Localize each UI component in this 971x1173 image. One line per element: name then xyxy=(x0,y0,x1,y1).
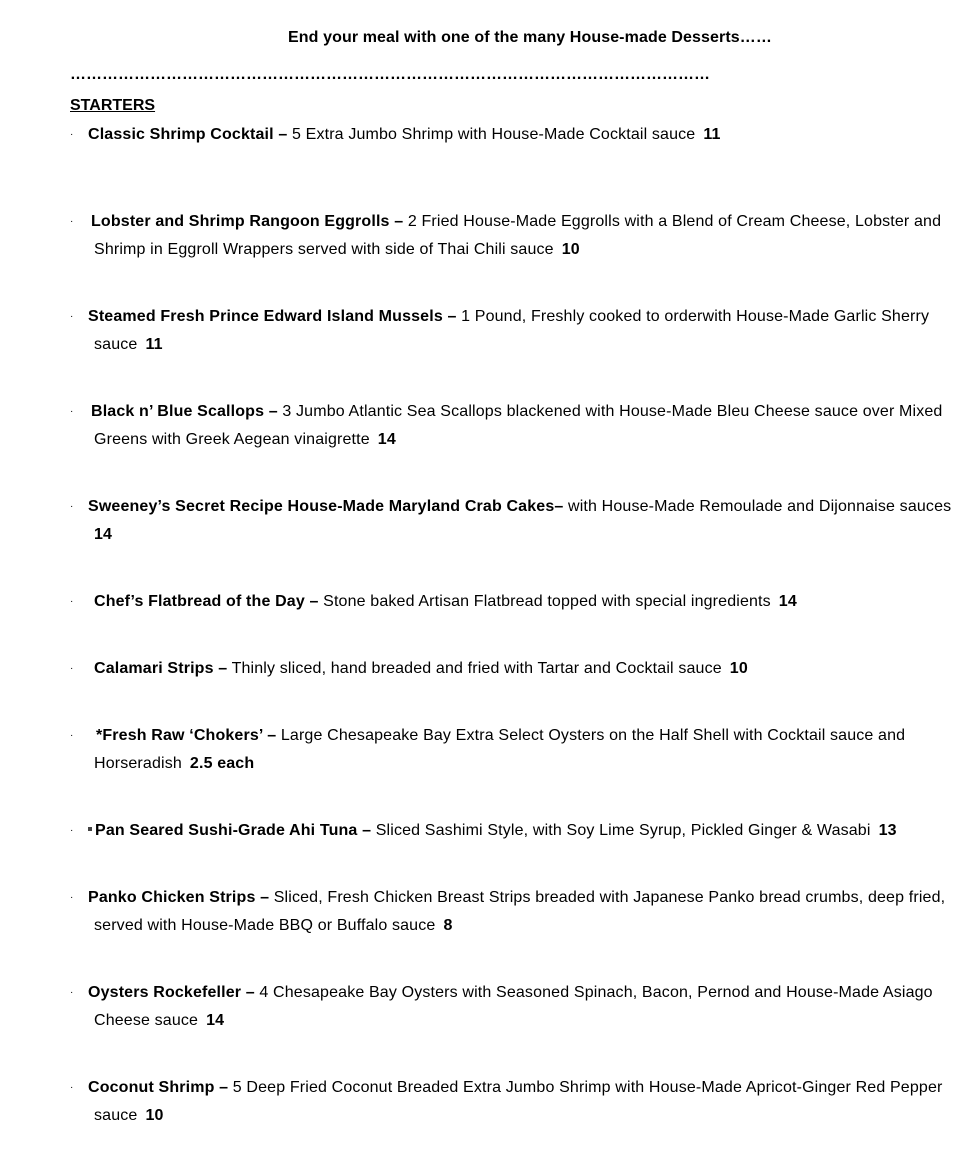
dotted-divider: ………………………………………………………………………………………………………… xyxy=(70,66,710,83)
item-description: Large Chesapeake Bay Extra Select Oysters on the Half Shell with Cocktail sauce and xyxy=(276,727,906,744)
item-description-cont: Horseradish xyxy=(94,755,182,772)
menu-item-mussels xyxy=(70,303,971,359)
item-description: Thinly sliced, hand breaded and fried with Tartar and Cocktail sauce xyxy=(227,660,722,677)
item-price: 11 xyxy=(145,336,163,353)
bullet-icon: · xyxy=(70,501,74,512)
item-name: Panko Chicken Strips – xyxy=(88,889,270,906)
item-description: 5 Deep Fried Coconut Breaded Extra Jumbo Shrimp with House-Made Apricot-Ginger Red Pepper xyxy=(228,1079,943,1096)
bullet-icon: · xyxy=(70,892,74,903)
menu-item-calamari xyxy=(70,655,971,683)
item-price: 14 xyxy=(94,526,113,543)
item-price: 10 xyxy=(561,241,580,258)
item-description: Stone baked Artisan Flatbread topped with special ingredients xyxy=(318,593,771,610)
item-description-cont: sauce xyxy=(94,336,138,353)
bullet-icon: · xyxy=(70,663,74,674)
bullet-icon: · xyxy=(70,129,74,140)
menu-item-panko-chicken xyxy=(70,884,971,940)
menu-item-ahi-tuna xyxy=(70,817,971,845)
menu-item-shrimp-cocktail xyxy=(70,121,971,149)
item-description-cont: Shrimp in Eggroll Wrappers served with side of Thai Chili sauce xyxy=(94,241,554,258)
item-name: Lobster and Shrimp Rangoon Eggrolls – xyxy=(91,213,404,230)
item-description: Sliced Sashimi Style, with Soy Lime Syrup, Pickled Ginger & Wasabi xyxy=(371,822,871,839)
section-title-starters: STARTERS xyxy=(70,97,156,114)
item-name: Black n’ Blue Scallops – xyxy=(91,403,278,420)
menu-item-crab-cakes xyxy=(70,493,971,549)
item-name: Oysters Rockefeller – xyxy=(88,984,255,1001)
item-description: 2 Fried House-Made Eggrolls with a Blend of Cream Cheese, Lobster and xyxy=(403,213,942,230)
item-name: Sweeney’s Secret Recipe House-Made Maryland Crab Cakes– xyxy=(88,498,564,515)
bullet-icon: · xyxy=(70,311,74,322)
item-name: Classic Shrimp Cocktail – xyxy=(88,126,288,143)
item-description: 3 Jumbo Atlantic Sea Scallops blackened with House-Made Bleu Cheese sauce over Mixed xyxy=(277,403,943,420)
item-price: 2.5 each xyxy=(189,755,255,772)
menu-item-coconut-shrimp xyxy=(70,1074,971,1130)
item-description-cont: Cheese sauce xyxy=(94,1012,199,1029)
item-name: Steamed Fresh Prince Edward Island Mussels – xyxy=(88,308,457,325)
item-description-cont: Greens with Greek Aegean vinaigrette xyxy=(94,431,370,448)
item-price: 8 xyxy=(443,917,453,934)
item-price: 14 xyxy=(778,593,797,610)
menu-item-oysters-rockefeller xyxy=(70,979,971,1035)
item-price: 10 xyxy=(729,660,748,677)
item-name: Calamari Strips – xyxy=(94,660,228,677)
item-description: 5 Extra Jumbo Shrimp with House-Made Cocktail sauce xyxy=(287,126,696,143)
bullet-icon: · xyxy=(70,216,74,227)
item-description-cont: served with House-Made BBQ or Buffalo sauce xyxy=(94,917,436,934)
menu-item-flatbread xyxy=(70,588,971,616)
item-price: 14 xyxy=(377,431,396,448)
item-name: Chef’s Flatbread of the Day – xyxy=(94,593,319,610)
bullet-icon: · xyxy=(70,596,74,607)
dessert-tagline: End your meal with one of the many House-made Desserts…… xyxy=(288,29,772,46)
square-bullet-icon xyxy=(88,827,92,831)
item-description: 4 Chesapeake Bay Oysters with Seasoned Spinach, Bacon, Pernod and House-Made Asiago xyxy=(254,984,933,1001)
item-name: *Fresh Raw ‘Chokers’ – xyxy=(96,727,277,744)
item-name: Pan Seared Sushi-Grade Ahi Tuna – xyxy=(95,822,372,839)
item-price: 14 xyxy=(206,1012,225,1029)
item-price: 10 xyxy=(145,1107,164,1124)
menu-item-rangoon-eggrolls xyxy=(70,208,971,264)
menu-item-raw-chokers xyxy=(70,722,971,778)
item-description: Sliced, Fresh Chicken Breast Strips breaded with Japanese Panko bread crumbs, deep fried, xyxy=(269,889,946,906)
menu-item-scallops xyxy=(70,398,971,454)
item-description: with House-Made Remoulade and Dijonnaise sauces xyxy=(563,498,952,515)
item-price: 11 xyxy=(703,126,721,143)
bullet-icon: · xyxy=(70,1082,74,1093)
item-name: Coconut Shrimp – xyxy=(88,1079,229,1096)
item-description-cont: sauce xyxy=(94,1107,138,1124)
bullet-icon: · xyxy=(70,987,74,998)
bullet-icon: · xyxy=(70,730,74,741)
item-price: 13 xyxy=(878,822,897,839)
bullet-icon: · xyxy=(70,825,74,836)
bullet-icon: · xyxy=(70,406,74,417)
item-description: 1 Pound, Freshly cooked to orderwith House-Made Garlic Sherry xyxy=(456,308,930,325)
